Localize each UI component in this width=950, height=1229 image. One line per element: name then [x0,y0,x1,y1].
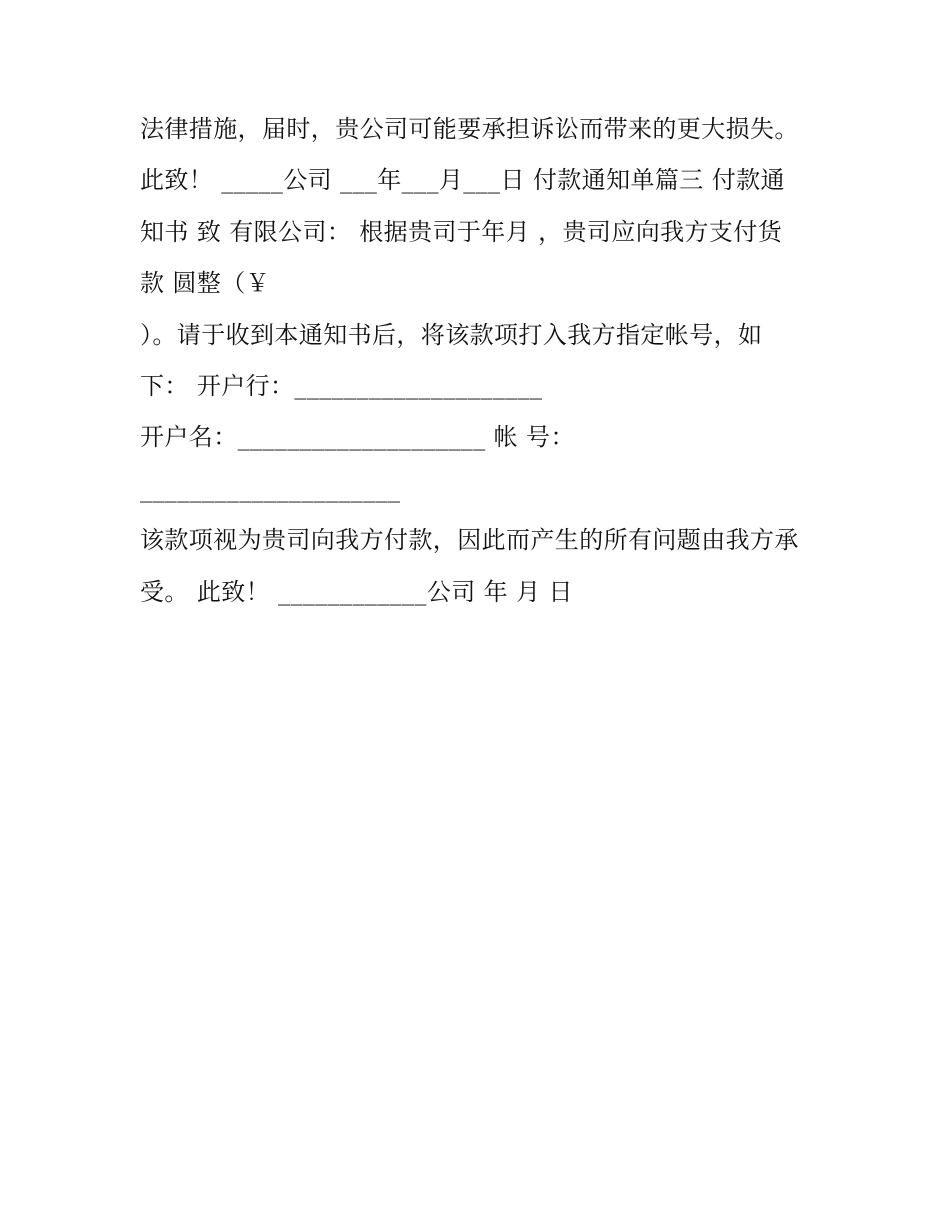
text-line-content: 知书 致 有限公司： 根据贵司于年月 ，贵司应向我方支付货 [140,217,783,246]
text-line [140,155,830,206]
text-line [140,464,830,515]
text-line-content: 开户名：____________________ 帐 号： [140,423,575,452]
text-line-content: 法律措施，届时，贵公司可能要承担诉讼而带来的更大损失。 [140,115,799,143]
text-line-content: ）。请于收到本通知书后，将该款项打入我方指定帐号，如 [140,320,763,349]
text-line-content: 下： 开户行：____________________ [140,371,543,400]
text-line [140,412,830,463]
text-line [140,104,830,155]
text-line [140,310,830,361]
text-line-content: 此致！ _____公司 ___年___月___日 付款通知单篇三 付款通 [140,166,785,195]
text-line-content: 受。 此致！ ____________公司 年 月 日 [140,577,573,606]
text-line-content: _____________________ [140,474,401,503]
text-line-content: 款 圆整（￥ [140,269,271,298]
document-body [140,104,830,618]
text-line [140,515,830,566]
text-line [140,258,830,309]
text-line [140,361,830,412]
text-line [140,207,830,258]
text-line [140,567,830,618]
text-line-content: 该款项视为贵司向我方付款，因此而产生的所有问题由我方承 [140,526,799,555]
